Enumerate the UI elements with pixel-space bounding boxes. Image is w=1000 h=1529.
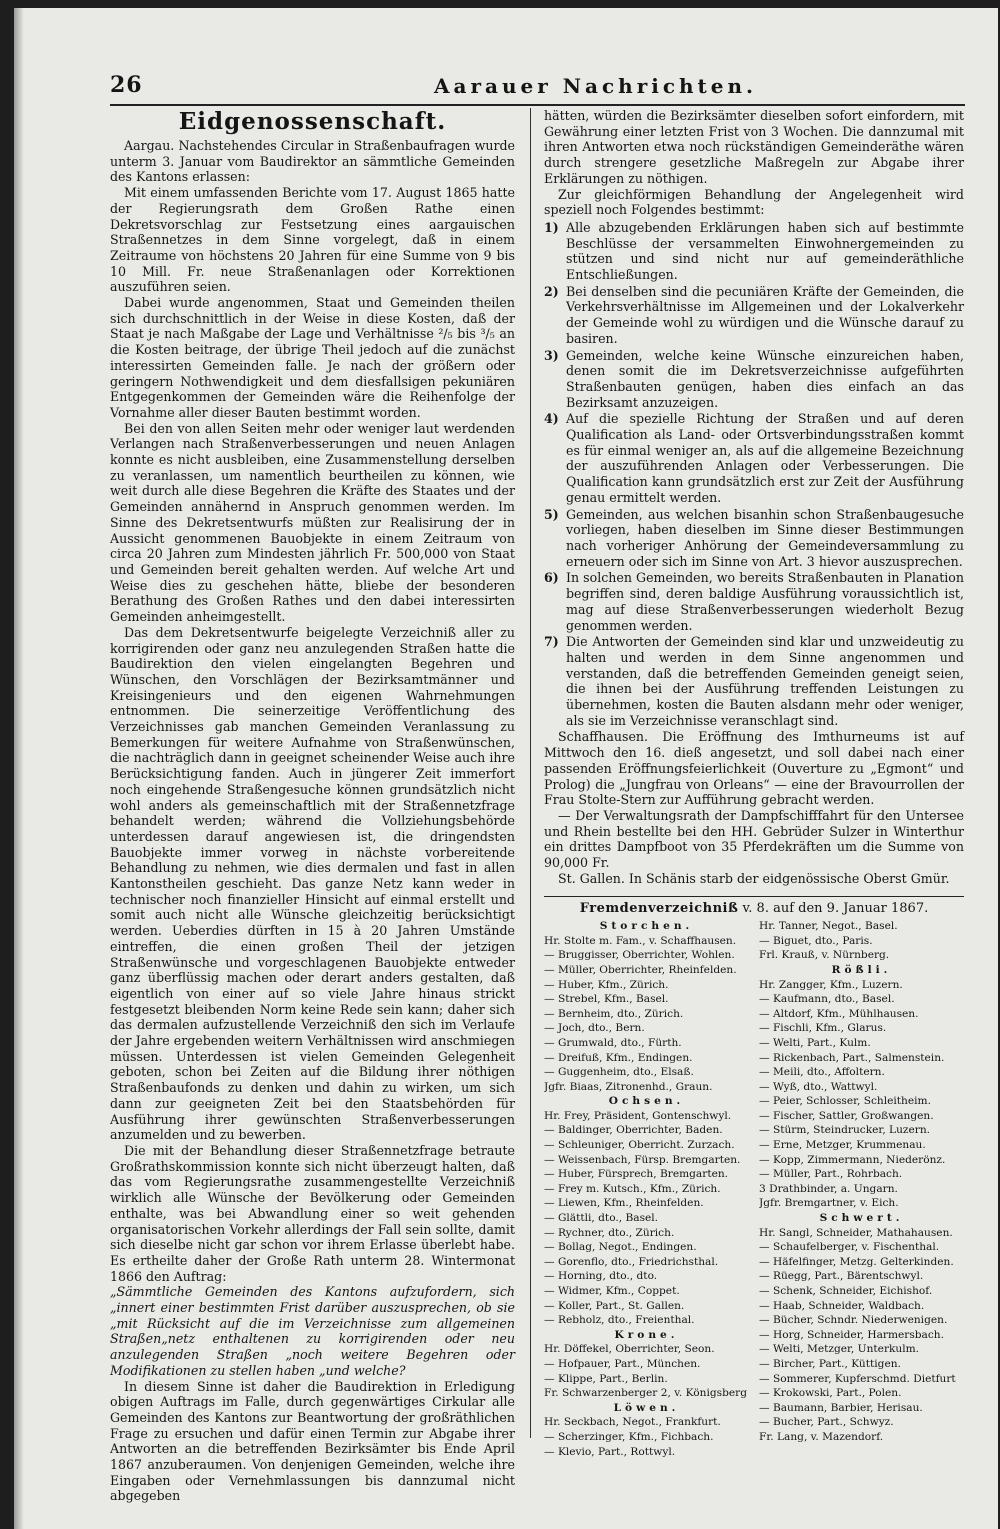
left-column [110,108,515,1504]
guest-entry: — Meili, dto., Affoltern. [759,1066,885,1079]
article-paragraph: Das dem Dekretsentwurfe beigelegte Verzeichniß aller zu korrigirenden oder ganz neu anzulegenden Straßen hatte die Baudirektion den vielen eingelangten Begehren und Wünschen, den Vorschlägen der Bezirksamtmänner und Kreisingenieurs und den eigenen Wahrnehmungen entnommen. Die seinerzeitige Veröffentlichung des Verzeichnisses gab manchen Gemeinden Veranlassung zu Bemerkungen für weitere Aufnahme von Straßenwünschen, die nachträglich dann in geeignet scheinender Weise auch ihre Berücksichtigung fanden. Auch in jüngerer Zeit immerfort noch eingehende Straßengesuche können grundsätzlich nicht wohl anders als gemeinschaftlich mit der Straßennetzfrage behandelt werden; während die Vollziehungsbehörde unterdessen darauf angewiesen ist, die dringendsten Bauobjekte immer vorweg in nächste vorbereitende Behandlung zu nehmen, wie dies dermalen und fast in allen Kantonstheilen geschieht. Das ganze Netz kann weder in technischer noch finanzieller Hinsicht auf einmal erstellt und somit auch nicht alle Wünsche gleichzeitig berücksichtigt werden. Ueberdies dürften in 15 à 20 Jahren Umstände eintreffen, die einen großen Theil der jetzigen Straßenwünsche und vorgeschlagenen Bauobjekte entweder ganz überflüssig machen oder derart anders gestalten, daß eigentlich von einer auf so viele Jahre hinaus strickt festgesetzt bleibenden Norm keine Rede sein kann; daher sich das dermalen aufzustellende Verzeichniß den sich im Verlaufe der Jahre ergebenden weitern Verhältnissen wird anschmiegen müssen. Unterdessen ist vielen Gemeinden Gelegenheit geboten, schon bei Zeiten auf die Bildung ihrer nöthigen Straßenbaufonds zu denken und dahin zu wirken, um sich dann zur geeigneten Zeit bei den Staatsbehörden für Ausführung ihrer gewünschten Straßenverbesserungen anzumelden und zu bewerben. [110,624,515,1143]
guest-entry: — Glättli, dto., Basel. [544,1212,659,1225]
schaffhausen-report: Schaffhausen. Die Eröffnung des Imthurneums ist auf Mittwoch den 16. dieß angesetzt, und soll dabei nach einer passenden Eröffnungsfeierlichkeit (Ouverture zu „Egmont“ und Prolog) die „Jungfrau von Orleans“ — eine der Bravourrollen der Frau Stolte-Stern zur Aufführung gebracht werden. [544,729,964,808]
guest-entry: — Haab, Schneider, Waldbach. [759,1299,925,1312]
guest-register-column-left [544,919,749,1459]
council-order-quote: „Sämmtliche Gemeinden des Kantons aufzufordern, sich „innert einer bestimmten Frist darüber auszusprechen, ob sie „mit Rücksicht auf die im Verzeichnisse zum allgemeinen Straßen„netz enthaltenen zu korrigirenden oder neu anzulegenden Straßen „noch weitere Begehren oder Modifikationen zu stellen haben „und welche? [110,1284,515,1378]
guest-entry: — Klippe, Part., Berlin. [544,1372,668,1385]
guest-register [544,896,964,1459]
article-paragraph: Zur gleichförmigen Behandlung der Angelegenheit wird speziell noch Folgendes bestimmt: [544,186,964,218]
provision-item [544,570,964,633]
guest-entry: Hr. Stolte m. Fam., v. Schaffhausen. [544,934,737,947]
provision-number: 1) [544,219,559,235]
guest-register-title [544,901,964,917]
hotel-name: Schwert. [819,1212,904,1225]
guest-entry: — Grumwald, dto., Fürth. [544,1036,682,1049]
guest-entry: Hr. Tanner, Negot., Basel. [759,920,898,933]
article-paragraph: Bei den von allen Seiten mehr oder weniger laut werdenden Verlangen nach Straßenverbesserungen und neuen Anlagen konnte es nicht ausbleiben, eine Zusammenstellung derselben zu veranlassen, um namentlich beurtheilen zu können, wie weit durch alle diese Begehren die Kräfte des Staates und der Gemeinden annähernd in Anspruch genommen werden. Im Sinne des Dekretsentwurfs müßten zur Realisirung der in Aussicht genommenen Bauobjekte in einem Zeitraum von circa 20 Jahren zum Mindesten jährlich Fr. 500,000 von Staat und Gemeinden bereit gehalten werden. Auf welche Art und Weise dies zu geschehen hätte, bliebe der besonderen Berathung des Großen Rathes und den dabei interessirten Gemeinden anheimgestellt. [110,420,515,625]
guest-entry: — Liewen, Kfm., Rheinfelden. [544,1197,704,1210]
header-rule [110,104,965,106]
provision-text: Alle abzugebenden Erklärungen haben sich auf bestimmte Beschlüsse der versammelten Einwohnergemeinden zu stützen und sind nicht nur auf gemeinderäthliche Entschließungen. [566,219,964,283]
provision-text: Die Antworten der Gemeinden sind klar und unzweideutig zu halten und werden in dem Sinne angenommen und verstanden, daß die betreffenden Gemeinden geneigt seien, die ihnen bei der Ausführung treffenden Leistungen zu übernehmen, kosten die Bauten alsdann mehr oder weniger, als sie im Verzeichnisse veranschlagt sind. [566,634,964,728]
guest-entry: — Scherzinger, Kfm., Fichbach. [544,1430,714,1443]
guest-entry: — Biguet, dto., Paris. [759,934,873,947]
guest-entry: — Müller, Oberrichter, Rheinfelden. [544,963,737,976]
dampfschiff-report: — Der Verwaltungsrath der Dampfschifffahrt für den Untersee und Rhein bestellte bei den HH. Gebrüder Sulzer in Winterthur ein drittes Dampfboot von 35 Pferdekräften um die Summe von 90,000 Fr. [544,807,964,871]
column-divider [530,108,531,1438]
guest-entry: — Baumann, Barbier, Herisau. [759,1401,923,1414]
provision-number: 2) [544,283,559,299]
guest-entry: Hr. Sangl, Schneider, Mathahausen. [759,1226,953,1239]
guest-entry: — Schaufelberger, v. Fischenthal. [759,1241,940,1254]
right-column [544,108,964,1459]
guest-entry: — Stürm, Steindrucker, Luzern. [759,1124,931,1137]
provision-text: Gemeinden, welche keine Wünsche einzureichen haben, denen somit die im Dekretsverzeichnisse aufgeführten Straßenbauten genügen, haben dies einfach an das Bezirksamt anzuzeigen. [566,347,964,410]
provision-text: In solchen Gemeinden, wo bereits Straßenbauten in Planation begriffen sind, deren baldige Ausführung voraussichtlich ist, mag auf diese Straßenverbesserungen wiederholt Bezug genommen werden. [566,570,964,633]
guest-entry: 3 Drathbinder, a. Ungarn. [759,1182,898,1195]
provision-number: 3) [544,347,559,363]
guest-entry: — Krokowski, Part., Polen. [759,1387,902,1400]
guest-entry: — Rüegg, Part., Bärentschwyl. [759,1270,924,1283]
guest-entry: Jgfr. Biaas, Zitronenhd., Graun. [544,1080,713,1093]
guest-entry: — Kaufmann, dto., Basel. [759,993,895,1006]
provision-text: Auf die spezielle Richtung der Straßen und auf deren Qualification als Land- oder Ortsverbindungsstraßen kommt es für einmal weniger an, als auf die allgemeine Bezeichnung der auszuführenden Anlagen oder Verbesserungen. Die Qualification kann grundsätzlich erst zur Zeit der Ausführung genau ermittelt werden. [566,411,964,505]
guest-entry: — Schleuniger, Oberricht. Zurzach. [544,1139,735,1152]
guest-entry: — Bucher, Part., Schwyz. [759,1416,894,1429]
article-continuation: hätten, würden die Bezirksämter dieselben sofort einfordern, mit Gewährung einer letzten Frist von 3 Wochen. Die dannzumal mit ihren Antworten etwa noch rückständigen Gemeinderäthe wären durch strengere gesetzliche Maßregeln zur Abgabe ihrer Erklärungen zu nöthigen. [544,108,964,186]
guest-register-title-bold: Fremdenverzeichniß [579,901,739,917]
guest-entry: — Müller, Part., Rohrbach. [759,1168,903,1181]
guest-entry: Frl. Krauß, v. Nürnberg. [759,949,890,962]
article-paragraph: Die mit der Behandlung dieser Straßennetzfrage betraute Großrathskommission konnte sich nicht überzeugt halten, daß das vom Regierungsrathe zusammengestellte Verzeichniß wirklich alle Wünsche der Bevölkerung oder Gemeinden enthalte, was bei Abwandlung einer so weit gehenden organisatorischen Vorkehr allerdings der Fall sein sollte, damit sich dieselbe nicht gar schon vor ihrem Erlasse überlebt habe. Es ertheilte daher der Große Rath unterm 28. Wintermonat 1866 den Auftrag: [110,1143,515,1284]
newspaper-title: Aarauer Nachrichten. [434,74,758,98]
provision-text: Gemeinden, aus welchen bisanhin schon Straßenbaugesuche vorliegen, haben dieselben im Sinne dieser Bestimmungen nach vorheriger Anhörung der Gemeindeversammlung zu erneuern oder sich im Sinne von Art. 3 hievor auszusprechen. [566,506,964,569]
hotel-name: Löwen. [613,1401,680,1414]
hotel-name: Rößli. [831,963,892,976]
guest-entry: — Dreifuß, Kfm., Endingen. [544,1051,693,1064]
provision-text: Bei denselben sind die pecuniären Kräfte der Gemeinden, die Verkehrsverhältnisse im Allgemeinen und der Lokalverkehr der Gemeinde wohl zu würdigen und die Wünsche darauf zu basiren. [566,283,964,346]
article-paragraph: In diesem Sinne ist daher die Baudirektion in Erledigung obigen Auftrags im Falle, durch gegenwärtiges Cirkular alle Gemeinden des Kantons zur Beantwortung der großräthlichen Frage zu ersuchen und dafür einen Termin zur Abgabe ihrer Antworten an die betreffenden Bezirksämter bis Ende April 1867 anzuberaumen. Von denjenigen Gemeinden, welche ihre Eingaben oder Vernehmlassungen bis dannzumal nicht abgegeben [110,1378,515,1504]
guest-entry: — Huber, Kfm., Zürich. [544,978,669,991]
guest-entry: — Rickenbach, Part., Salmenstein. [759,1051,945,1064]
guest-entry: — Joch, dto., Bern. [544,1022,645,1035]
guest-register-columns [544,919,964,1459]
guest-register-column-right [759,919,964,1459]
provision-number: 5) [544,506,559,522]
guest-entry: — Guggenheim, dto., Elsaß. [544,1066,694,1079]
guest-entry: Hr. Döffekel, Oberrichter, Seon. [544,1343,715,1356]
hotel-name: Krone. [614,1328,679,1341]
guest-entry: — Schenk, Schneider, Eichishof. [759,1285,933,1297]
numbered-provisions [544,220,964,729]
provision-item [544,348,964,411]
hotel-name: Storchen. [599,920,694,933]
guest-entry: — Welti, Metzger, Unterkulm. [759,1343,920,1356]
newspaper-page [14,8,998,1529]
guest-entry: — Bernheim, dto., Zürich. [544,1007,684,1020]
guest-entry: — Koller, Part., St. Gallen. [544,1299,685,1312]
guest-entry: — Altdorf, Kfm., Mühlhausen. [759,1007,919,1020]
page-number: 26 [110,72,143,98]
guest-entry: Fr. Lang, v. Mazendorf. [759,1430,884,1443]
provision-item [544,634,964,728]
guest-entry: — Kopp, Zimmermann, Niederönz. [759,1153,946,1166]
section-heading: Eidgenossenschaft. [178,108,447,135]
guest-entry: — Bücher, Schndr. Niederwenigen. [759,1314,948,1327]
stgallen-report: St. Gallen. In Schänis starb der eidgenössische Oberst Gmür. [558,870,950,886]
guest-entry: — Rychner, dto., Zürich. [544,1226,675,1239]
guest-entry: — Horning, dto., dto. [544,1270,658,1283]
guest-entry: — Peier, Schlosser, Schleitheim. [759,1095,931,1108]
guest-entry: — Weissenbach, Fürsp. Bremgarten. [544,1153,741,1166]
page-edge-shadow [14,8,24,1529]
article-paragraph: Dabei wurde angenommen, Staat und Gemeinden theilen sich durchschnittlich in der Weise in diese Kosten, daß der Staat je nach Maßgabe der Lage und Verhältnisse ²/₅ bis ³/₅ an die Kosten beitrage, der übrige Theil jedoch auf die zunächst interessirten Gemeinden falle. Je nach der größern oder geringern Nothwendigkeit und dem diesfallsigen pekuniären Entgegenkommen der Gemeinden wäre die Reihenfolge der Vornahme aller dieser Bauten bestimmt worden. [110,295,515,420]
guest-entry: — Widmer, Kfm., Coppet. [544,1285,680,1297]
guest-entry: — Horg, Schneider, Harmersbach. [759,1328,944,1341]
provision-number: 7) [544,634,559,650]
guest-entry: — Rebholz, dto., Freienthal. [544,1314,695,1327]
guest-entry: Hr. Frey, Präsident, Gontenschwyl. [544,1109,732,1122]
guest-entry: — Welti, Part., Kulm. [759,1036,871,1049]
guest-entry: — Klevio, Part., Rottwyl. [544,1445,676,1458]
guest-entry: — Gorenflo, dto., Friedrichsthal. [544,1255,719,1268]
guest-entry: — Bollag, Negot., Endingen. [544,1241,697,1254]
article-paragraph: Mit einem umfassenden Berichte vom 17. August 1865 hatte der Regierungsrath dem Großen Rathe einen Dekretsvorschlag zur Festsetzung eines aargauischen Straßennetzes in dem Sinne vorgelegt, daß in einem Zeitraume von höchstens 20 Jahren für eine Summe von 9 bis 10 Mill. Fr. neue Straßenanlagen oder Korrektionen auszuführen seien. [110,185,515,295]
guest-entry: — Hofpauer, Part., München. [544,1357,701,1370]
guest-entry: — Erne, Metzger, Krummenau. [759,1139,926,1152]
provision-item [544,507,964,570]
guest-entry: Fr. Schwarzenberger 2, v. Königsberg [544,1387,747,1400]
provision-number: 6) [544,570,559,586]
provision-number: 4) [544,411,559,427]
guest-entry: — Huber, Fürsprech, Bremgarten. [544,1168,729,1181]
guest-register-date: v. 8. auf den 9. Januar 1867. [742,901,929,917]
hotel-name: Ochsen. [608,1095,685,1108]
guest-entry: Jgfr. Bremgartner, v. Eich. [759,1197,899,1210]
guest-entry: — Bircher, Part., Küttigen. [759,1357,901,1370]
provision-item [544,411,964,505]
guest-entry: — Baldinger, Oberrichter, Baden. [544,1124,723,1137]
guest-entry: — Häfelfinger, Metzg. Gelterkinden. [759,1255,954,1268]
guest-entry: — Sommerer, Kupferschmd. Dietfurt [759,1372,956,1385]
guest-entry: — Fischli, Kfm., Glarus. [759,1022,887,1035]
provision-item [544,220,964,283]
provision-item [544,284,964,347]
guest-entry: — Wyß, dto., Wattwyl. [759,1080,878,1093]
guest-entry: — Strebel, Kfm., Basel. [544,993,669,1006]
guest-entry: — Frey m. Kutsch., Kfm., Zürich. [544,1182,721,1195]
guest-entry: — Fischer, Sattler, Großwangen. [759,1109,934,1122]
guest-entry: — Bruggisser, Oberrichter, Wohlen. [544,949,735,962]
guest-entry: Hr. Zangger, Kfm., Luzern. [759,978,903,991]
guest-entry: Hr. Seckbach, Negot., Frankfurt. [544,1416,721,1429]
article-paragraph: Aargau. Nachstehendes Circular in Straßenbaufragen wurde unterm 3. Januar vom Baudirektor an sämmtliche Gemeinden des Kantons erlassen: [110,138,515,185]
